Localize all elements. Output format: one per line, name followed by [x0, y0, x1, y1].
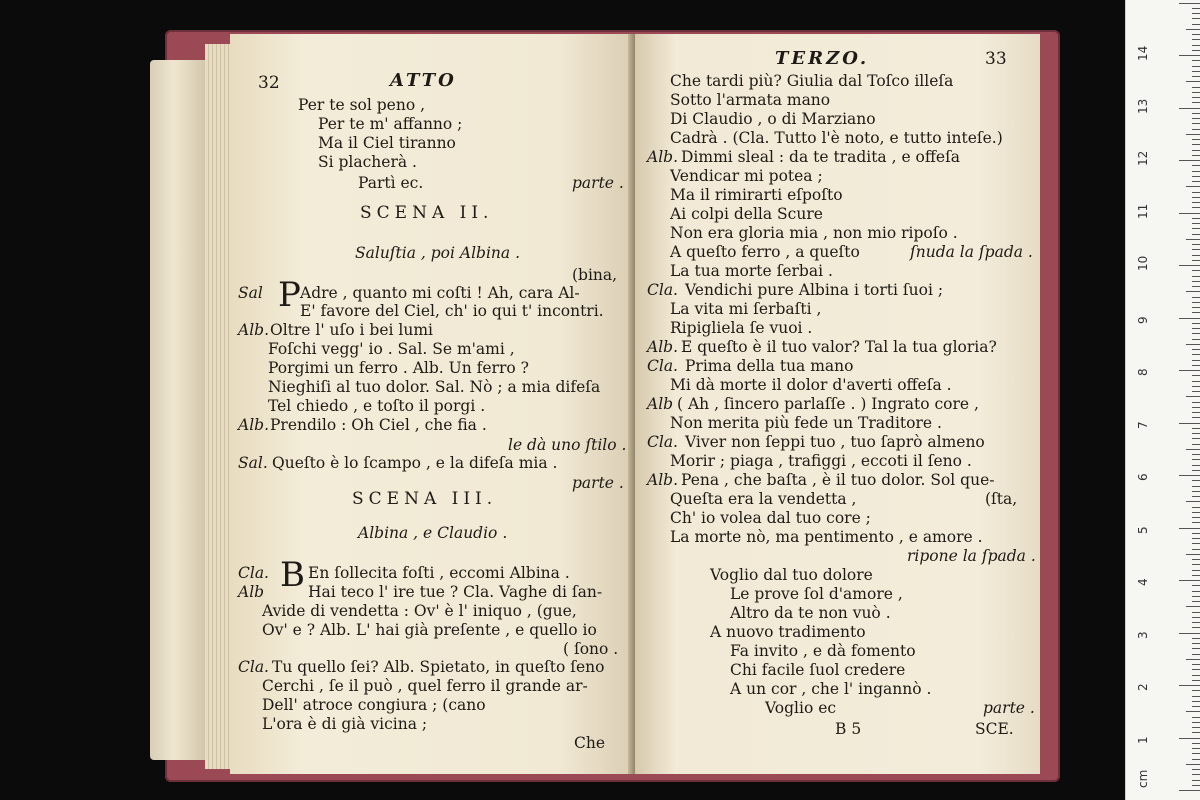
ruler-tick	[1192, 249, 1200, 250]
ruler-tick	[1192, 732, 1200, 733]
ruler-tick	[1192, 507, 1200, 508]
italic-text-line: Alb	[238, 583, 265, 601]
ruler-tick	[1186, 396, 1200, 397]
ruler-tick	[1192, 570, 1200, 571]
ruler-tick	[1192, 533, 1200, 534]
ruler-tick	[1192, 617, 1200, 618]
ruler-tick	[1192, 402, 1200, 403]
ruler-tick	[1192, 543, 1200, 544]
ruler-tick	[1192, 171, 1200, 172]
ruler-tick	[1192, 517, 1200, 518]
ruler-tick	[1192, 333, 1200, 334]
italic-text-line: Alb	[647, 395, 674, 413]
ruler-tick	[1192, 407, 1200, 408]
ruler-tick	[1192, 444, 1200, 445]
text-line: Vendicar mi potea ;	[670, 167, 823, 185]
ruler-tick	[1192, 690, 1200, 691]
ruler-tick	[1192, 207, 1200, 208]
text-line: Viver non ſeppi tuo , tuo ſaprò almeno	[685, 433, 985, 451]
text-line: Di Claudio , o di Marziano	[670, 110, 876, 128]
ruler-tick	[1192, 601, 1200, 602]
ruler-number: 9	[1136, 315, 1150, 324]
text-line: Che tardi più? Giulia dal Toſco illeſa	[670, 72, 954, 90]
running-head: TERZO.	[775, 48, 870, 69]
ruler-tick	[1192, 123, 1200, 124]
text-line: A nuovo tradimento	[710, 623, 866, 641]
ruler-number: 5	[1136, 525, 1150, 534]
ruler-tick	[1192, 87, 1200, 88]
ruler-tick	[1192, 701, 1200, 702]
text-line: Nieghiſi al tuo dolor. Sal. Nò ; a mia difeſa	[268, 378, 601, 396]
ruler-tick	[1179, 475, 1200, 476]
ruler-tick	[1192, 774, 1200, 775]
ruler-tick	[1192, 234, 1200, 235]
italic-text-line: Cla.	[238, 658, 269, 676]
ruler-tick	[1192, 575, 1200, 576]
ruler-tick	[1192, 34, 1200, 35]
ruler-tick	[1192, 270, 1200, 271]
text-line: Dimmi sleal : da te tradita , e offeſa	[681, 148, 961, 166]
scene-heading: SCENA II.	[360, 203, 494, 223]
ruler-tick	[1192, 71, 1200, 72]
text-line: Morir ; piaga , trafiggi , eccoti il ſeno .	[670, 452, 972, 470]
ruler-tick	[1192, 486, 1200, 487]
ruler-number: 4	[1136, 578, 1150, 586]
ruler-tick	[1179, 685, 1200, 686]
ruler-tick	[1186, 29, 1200, 30]
ruler-tick	[1186, 291, 1200, 292]
ruler-tick	[1192, 591, 1200, 592]
ruler-tick	[1192, 375, 1200, 376]
ruler-number: 8	[1136, 368, 1150, 376]
text-line: Prima della tua mano	[685, 357, 854, 375]
ruler-tick	[1192, 638, 1200, 639]
text-line: ( ſono .	[563, 640, 619, 658]
text-line: Pena , che baſta , è il tuo dolor. Sol que-	[681, 471, 995, 489]
text-line: E' favore del Ciel, ch' io qui t' incontri.	[300, 302, 604, 320]
ruler-tick	[1192, 648, 1200, 649]
ruler-tick	[1192, 297, 1200, 298]
ruler-tick	[1192, 696, 1200, 697]
ruler-number: 13	[1136, 98, 1150, 114]
ruler-tick	[1179, 160, 1200, 161]
ruler-tick	[1192, 244, 1200, 245]
italic-text-line: Alb.	[647, 338, 678, 356]
ruler-tick	[1192, 428, 1200, 429]
ruler-tick	[1192, 564, 1200, 565]
ruler-tick	[1192, 381, 1200, 382]
ruler-tick	[1192, 669, 1200, 670]
ruler-tick	[1192, 706, 1200, 707]
ruler-tick	[1192, 386, 1200, 387]
italic-text-line: Albina , e Claudio .	[358, 524, 508, 542]
ruler-tick	[1186, 344, 1200, 345]
ruler-tick	[1192, 45, 1200, 46]
ruler-tick	[1192, 144, 1200, 145]
italic-text-line: le dà uno ſtilo .	[508, 436, 627, 454]
italic-text-line: Alb.	[647, 471, 678, 489]
text-line: Tu quello ſei? Alb. Spietato, in queſto ſeno	[272, 658, 605, 676]
ruler-tick	[1192, 260, 1200, 261]
text-line: Porgimi un ferro . Alb. Un ferro ?	[268, 359, 529, 377]
ruler-tick	[1192, 276, 1200, 277]
ruler-tick	[1192, 76, 1200, 77]
italic-text-line: Cla.	[647, 357, 678, 375]
left-page	[230, 34, 640, 774]
ruler-tick	[1192, 627, 1200, 628]
ruler-tick	[1192, 412, 1200, 413]
ruler-tick	[1192, 192, 1200, 193]
ruler-tick	[1192, 559, 1200, 560]
ruler-tick	[1192, 743, 1200, 744]
page-number: 33	[985, 49, 1007, 69]
ruler-tick	[1192, 323, 1200, 324]
ruler-tick	[1192, 139, 1200, 140]
ruler-tick	[1192, 307, 1200, 308]
italic-text-line: parte .	[572, 474, 624, 492]
text-line: A queſto ferro , a queſto	[670, 243, 860, 261]
italic-text-line: Cla.	[647, 433, 678, 451]
italic-text-line: Alb.	[238, 321, 269, 339]
ruler-tick	[1192, 102, 1200, 103]
text-line: Altro da te non vuò .	[730, 604, 891, 622]
ruler-tick	[1179, 108, 1200, 109]
ruler-tick	[1192, 643, 1200, 644]
italic-text-line: Alb.	[647, 148, 678, 166]
ruler-tick	[1192, 391, 1200, 392]
ruler-tick	[1192, 433, 1200, 434]
ruler-tick	[1192, 622, 1200, 623]
ruler-tick	[1192, 13, 1200, 14]
ruler-tick	[1192, 312, 1200, 313]
text-line: Avide di vendetta : Ov' è l' iniquo , (gue,	[262, 602, 577, 620]
text-line: La morte nò, ma pentimento , e amore .	[670, 528, 983, 546]
ruler-tick	[1192, 349, 1200, 350]
text-line: Si placherà .	[318, 153, 417, 171]
drop-cap: P	[278, 275, 301, 315]
ruler-tick	[1192, 717, 1200, 718]
ruler-tick	[1192, 612, 1200, 613]
text-line: Dell' atroce congiura ; (cano	[262, 696, 486, 714]
text-line: Chi facile ſuol credere	[730, 661, 906, 679]
text-line: A un cor , che l' ingannò .	[730, 680, 932, 698]
ruler-tick	[1192, 24, 1200, 25]
text-line: Prendilo : Oh Ciel , che fia .	[270, 416, 487, 434]
text-line: B 5	[835, 720, 862, 738]
italic-text-line: ſnuda la ſpada .	[910, 243, 1033, 261]
italic-text-line: Cla.	[647, 281, 678, 299]
right-page	[635, 34, 1040, 774]
ruler-tick	[1192, 97, 1200, 98]
ruler-tick	[1192, 255, 1200, 256]
text-line: Che	[574, 734, 606, 752]
ruler-tick	[1186, 134, 1200, 135]
ruler-tick	[1192, 223, 1200, 224]
ruler-tick	[1192, 496, 1200, 497]
ruler-tick	[1186, 449, 1200, 450]
text-line: Mi dà morte il dolor d'averti offeſa .	[670, 376, 952, 394]
ruler-tick	[1192, 491, 1200, 492]
text-line: Voglio dal tuo dolore	[710, 566, 873, 584]
drop-cap: B	[280, 555, 305, 595]
ruler-tick	[1192, 722, 1200, 723]
ruler-tick	[1192, 680, 1200, 681]
ruler-tick	[1192, 118, 1200, 119]
ruler-tick	[1192, 354, 1200, 355]
ruler-tick	[1192, 181, 1200, 182]
text-line: Ai colpi della Scure	[670, 205, 823, 223]
ruler-tick	[1192, 654, 1200, 655]
text-line: Cerchi , ſe il può , quel ferro il grande ar-	[262, 677, 588, 695]
italic-text-line: parte .	[983, 699, 1035, 717]
page-number: 32	[258, 73, 280, 93]
italic-text-line: Sal	[238, 284, 263, 302]
ruler-tick	[1186, 659, 1200, 660]
ruler-tick	[1192, 302, 1200, 303]
ruler-tick	[1192, 197, 1200, 198]
text-line: Non merita più fede un Traditore .	[670, 414, 942, 432]
ruler-tick	[1192, 785, 1200, 786]
ruler-tick	[1186, 606, 1200, 607]
ruler-tick	[1192, 286, 1200, 287]
ruler-tick	[1192, 585, 1200, 586]
text-line: Vendichi pure Albina i torti ſuoi ;	[685, 281, 944, 299]
text-line: Fa invito , e dà fomento	[730, 642, 916, 660]
ruler-number: 6	[1136, 473, 1150, 481]
ruler-tick	[1192, 360, 1200, 361]
text-line: Hai teco l' ire tue ? Cla. Vaghe di ſan-	[308, 583, 603, 601]
text-line: Ripigliela ſe vuoi .	[670, 319, 813, 337]
text-line: Sotto l'armata mano	[670, 91, 831, 109]
text-line: SCE.	[975, 720, 1014, 738]
ruler-tick	[1186, 501, 1200, 502]
italic-text-line: Sal.	[238, 454, 268, 472]
ruler-tick	[1192, 675, 1200, 676]
ruler-tick	[1192, 438, 1200, 439]
ruler-tick	[1192, 512, 1200, 513]
ruler-tick	[1192, 50, 1200, 51]
ruler-number: 12	[1136, 150, 1150, 166]
ruler-tick	[1192, 202, 1200, 203]
ruler-tick	[1192, 339, 1200, 340]
italic-text-line: Saluſtia , poi Albina .	[355, 244, 520, 262]
ruler-tick	[1192, 150, 1200, 151]
ruler-tick	[1192, 759, 1200, 760]
ruler-tick	[1179, 423, 1200, 424]
text-line: La tua morte ſerbai .	[670, 262, 833, 280]
ruler-tick	[1186, 239, 1200, 240]
open-book	[205, 34, 1045, 774]
ruler-number: 2	[1136, 683, 1150, 691]
text-line: ( Ah , ſincero parlaſſe . ) Ingrato core ,	[677, 395, 979, 413]
ruler-tick	[1192, 176, 1200, 177]
ruler-tick	[1192, 8, 1200, 9]
scene-heading: SCENA III.	[352, 489, 498, 509]
ruler-tick	[1192, 228, 1200, 229]
ruler-number: 11	[1136, 203, 1150, 219]
text-line: Tel chiedo , e toſto il porgi .	[268, 397, 486, 415]
ruler-tick	[1192, 454, 1200, 455]
text-line: Ch' io volea dal tuo core ;	[670, 509, 871, 527]
ruler-tick	[1179, 580, 1200, 581]
italic-text-line: Cla.	[238, 564, 269, 582]
ruler-tick	[1192, 113, 1200, 114]
ruler-tick	[1192, 748, 1200, 749]
ruler-tick	[1179, 370, 1200, 371]
italic-text-line: parte .	[572, 174, 624, 192]
ruler-tick	[1186, 764, 1200, 765]
italic-text-line: ripone la ſpada .	[907, 547, 1036, 565]
ruler-tick	[1192, 281, 1200, 282]
text-line: Per te m' affanno ;	[318, 115, 463, 133]
text-line: Queſta era la vendetta ,	[670, 490, 857, 508]
ruler-tick	[1192, 365, 1200, 366]
text-line: Oltre l' uſo i bei lumi	[270, 321, 433, 339]
ruler-tick	[1192, 417, 1200, 418]
text-line: Per te sol peno ,	[298, 96, 426, 114]
ruler-tick	[1192, 596, 1200, 597]
ruler-tick	[1186, 81, 1200, 82]
ruler-tick	[1179, 790, 1200, 791]
ruler-tick	[1192, 155, 1200, 156]
text-line: Non era gloria mia , non mio ripoſo .	[670, 224, 958, 242]
ruler-tick	[1192, 92, 1200, 93]
ruler-tick	[1179, 528, 1200, 529]
ruler-tick	[1192, 753, 1200, 754]
ruler-tick	[1192, 18, 1200, 19]
ruler-tick	[1179, 3, 1200, 4]
ruler-tick	[1179, 55, 1200, 56]
ruler-tick	[1192, 129, 1200, 130]
page-edges	[150, 60, 210, 760]
text-line: En ſollecita foſti , eccomi Albina .	[308, 564, 570, 582]
text-line: Cadrà . (Cla. Tutto l'è noto, e tutto inteſe.)	[670, 129, 1003, 147]
text-line: Foſchi vegg' io . Sal. Se m'ami ,	[268, 340, 515, 358]
text-line: Ma il Ciel tiranno	[318, 134, 456, 152]
ruler-number: 14	[1136, 45, 1150, 61]
ruler-tick	[1179, 633, 1200, 634]
ruler-tick	[1186, 186, 1200, 187]
ruler-tick	[1192, 780, 1200, 781]
italic-text-line: Alb.	[238, 416, 269, 434]
ruler-tick	[1192, 549, 1200, 550]
ruler-tick	[1192, 328, 1200, 329]
text-line: Partì ec.	[358, 174, 424, 192]
ruler-number: 3	[1136, 630, 1150, 639]
ruler-tick	[1179, 738, 1200, 739]
running-head: ATTO	[390, 70, 457, 91]
ruler-tick	[1192, 66, 1200, 67]
text-line: (ſta,	[985, 490, 1018, 508]
ruler-tick	[1179, 213, 1200, 214]
ruler-tick	[1192, 465, 1200, 466]
ruler-tick	[1192, 459, 1200, 460]
ruler-tick	[1179, 318, 1200, 319]
text-line: Ma il rimirarti eſpoſto	[670, 186, 843, 204]
ruler-unit: cm	[1136, 769, 1150, 788]
ruler-tick	[1192, 664, 1200, 665]
measurement-ruler	[1125, 0, 1200, 800]
ruler-tick	[1192, 470, 1200, 471]
text-line: Queſto è lo ſcampo , e la difeſa mia .	[272, 454, 558, 472]
text-line: La vita mi ſerbaſti ,	[670, 300, 822, 318]
text-line: Le prove ſol d'amore ,	[730, 585, 903, 603]
ruler-number: 1	[1136, 735, 1150, 744]
ruler-tick	[1192, 538, 1200, 539]
ruler-tick	[1186, 554, 1200, 555]
ruler-number: 7	[1136, 420, 1150, 429]
text-line: (bina,	[572, 266, 618, 284]
ruler-tick	[1192, 218, 1200, 219]
ruler-tick	[1192, 727, 1200, 728]
text-line: Ov' e ? Alb. L' hai già preſente , e quello io	[262, 621, 597, 639]
ruler-tick	[1192, 39, 1200, 40]
ruler-tick	[1192, 165, 1200, 166]
text-line: Adre , quanto mi coſti ! Ah, cara Al-	[300, 284, 580, 302]
ruler-tick	[1186, 711, 1200, 712]
ruler-tick	[1192, 60, 1200, 61]
ruler-tick	[1192, 522, 1200, 523]
text-line: Voglio ec	[765, 699, 837, 717]
ruler-tick	[1179, 265, 1200, 266]
ruler-number: 10	[1136, 255, 1150, 271]
ruler-tick	[1192, 480, 1200, 481]
ruler-tick	[1192, 769, 1200, 770]
text-line: E queſto è il tuo valor? Tal la tua gloria?	[681, 338, 997, 356]
text-line: L'ora è di già vicina ;	[262, 715, 428, 733]
